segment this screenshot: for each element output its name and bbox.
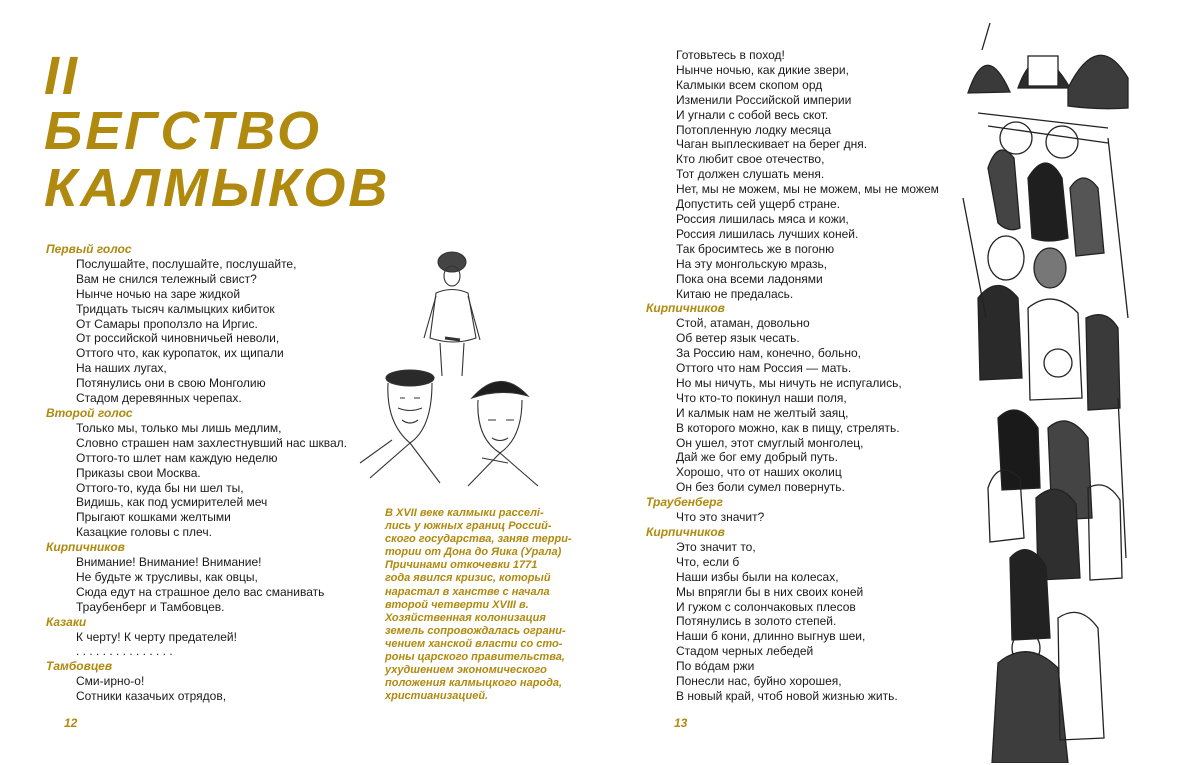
caption-line: лись у южных границ Россий-: [385, 520, 552, 533]
caption-line: года явился кризис, который: [385, 572, 551, 585]
chapter-title-line-1: БЕГСТВО: [44, 101, 322, 161]
verse-line: Дай же бог ему добрый путь.: [676, 450, 838, 465]
caption-line: второй четверти XVIII в.: [385, 598, 529, 611]
verse-line: Словно страшен нам захлестнувший нас шквал.: [76, 435, 347, 450]
verse-line: Оттого что, как куропаток, их щипали: [76, 346, 284, 361]
verse-line: Это значит то,: [676, 539, 756, 554]
verse-line: Не будьте ж трусливы, как овцы,: [76, 569, 258, 584]
verse-line: Стой, атаман, довольно: [676, 316, 810, 331]
caption-line: земель сопровождалась ограни-: [385, 624, 566, 637]
verse-line: Изменили Российской империи: [676, 92, 852, 107]
caption-line: Причинами откочевки 1771: [385, 559, 538, 572]
caption-line: ского государства, заняв терри-: [385, 533, 572, 546]
right-verse: [646, 48, 939, 704]
page-number-left: 12: [64, 716, 78, 730]
speaker-name: Траубенберг: [646, 495, 723, 510]
verse-line: Сми-ирно-о!: [76, 674, 145, 689]
verse-line: Что, если б: [676, 554, 740, 569]
verse-line: Допустить сей ущерб стране.: [676, 197, 841, 212]
verse-line: Тридцать тысяч калмыцких кибиток: [76, 301, 275, 316]
verse-line: Потопленную лодку месяца: [676, 122, 832, 137]
verse-line: Наши б кони, длинно выгнув шеи,: [676, 629, 866, 644]
verse-line: Что это значит?: [676, 510, 765, 525]
verse-line: Мы впрягли бы в них своих коней: [676, 584, 864, 599]
verse-line: От Самары проползло на Иргис.: [76, 316, 258, 331]
caption-line: христианизацией.: [385, 690, 489, 703]
verse-line: И угнали с собой весь скот.: [676, 107, 829, 122]
verse-line: Нынче ночью на заре жидкой: [76, 286, 241, 301]
caption-line: положения калмыцкого народа,: [385, 677, 563, 690]
verse-line: Он без боли сумел повернуть.: [676, 480, 845, 495]
verse-line: Видишь, как под усмирителей меч: [76, 495, 268, 510]
verse-line: Стадом деревянных черепах.: [76, 391, 242, 406]
caption-line: ухудшением экономического: [385, 664, 547, 677]
verse-line: Стадом черных лебедей: [676, 644, 814, 659]
verse-line: Оттого-то шлет нам каждую неделю: [76, 450, 278, 465]
verse-line: Так бросимтесь же в погоню: [676, 241, 835, 256]
verse-line: Россия лишилась лучших коней.: [676, 226, 859, 241]
verse-line: Сюда едут на страшное дело вас сманивать: [76, 584, 325, 599]
verse-line: В которого можно, как в пищу, стрелять.: [676, 420, 900, 435]
verse-line: Оттого-то, куда бы ни шел ты,: [76, 480, 244, 495]
verse-line: Нынче ночью, как дикие звери,: [676, 62, 849, 77]
speaker-name: Тамбовцев: [46, 659, 113, 674]
verse-line: Пока она всеми ладонями: [676, 271, 823, 286]
verse-line: Тот должен слушать меня.: [676, 167, 825, 182]
verse-line: Сотники казачьих отрядов,: [76, 689, 227, 704]
verse-line: Чаган выплескивает на берег дня.: [676, 137, 868, 152]
verse-line: Что кто-то покинул наши поля,: [676, 390, 847, 405]
verse-line: В новый край, чтоб новой жизнью жить.: [676, 688, 898, 703]
page-number-right: 13: [674, 716, 688, 730]
verse-line: К черту! К черту предателей!: [76, 629, 237, 644]
verse-line: За Россию нам, конечно, больно,: [676, 346, 862, 361]
verse-line: Внимание! Внимание! Внимание!: [76, 555, 262, 570]
verse-line: Траубенберг и Тамбовцев.: [76, 599, 225, 614]
verse-line: Калмыки всем скопом орд: [676, 77, 823, 92]
verse-line: Наши избы были на колесах,: [676, 569, 839, 584]
chapter-title-line-2: КАЛМЫКОВ: [44, 158, 391, 218]
speaker-name: Кирпичников: [646, 301, 725, 316]
speaker-name: Кирпичников: [46, 540, 125, 555]
verse-line: По вóдам ржи: [676, 659, 755, 674]
verse-line: Готовьтесь в поход!: [676, 48, 785, 62]
verse-line: Оттого что нам Россия — мать.: [676, 361, 852, 376]
verse-line: Россия лишилась мяса и кожи,: [676, 211, 849, 226]
left-verse: [46, 242, 347, 704]
caption-line: В XVII веке калмыки расселі-: [385, 507, 544, 519]
caption-line: Хозяйственная колонизация: [385, 611, 546, 624]
verse-line: Хорошо, что от наших околиц: [676, 465, 842, 480]
verse-line: Казацкие головы с плеч.: [76, 525, 212, 540]
caption-line: роны царского правительства,: [385, 651, 565, 664]
speaker-name: Казаки: [46, 614, 87, 629]
verse-line: Потянулись в золото степей.: [676, 614, 837, 629]
verse-line: Об ветер язык чесать.: [676, 331, 800, 346]
verse-line: И гужом с солончаковых плесов: [676, 599, 856, 614]
verse-line: Приказы свои Москва.: [76, 465, 201, 480]
portraits-illustration: [350, 248, 560, 488]
verse-line: . . . . . . . . . . . . . . .: [76, 644, 173, 659]
caption-line: тории от Дона до Яика (Урала): [385, 546, 562, 559]
verse-line: Он ушел, этот смуглый монголец,: [676, 435, 864, 450]
verse-line: И калмык нам не желтый заяц,: [676, 405, 849, 420]
verse-line: От российской чиновничьей неволи,: [76, 331, 280, 346]
speaker-name: Кирпичников: [646, 525, 725, 539]
chapter-number: II: [44, 46, 81, 106]
caption-line: нарастал в ханстве с начала: [385, 585, 550, 598]
verse-line: Потянулись они в свою Монголию: [76, 376, 266, 391]
speaker-name: Первый голос: [46, 242, 132, 256]
verse-line: Вам не снился тележный свист?: [76, 271, 257, 286]
verse-line: Прыгают кошками желтыми: [76, 510, 231, 525]
verse-line: Кто любит свое отечество,: [676, 152, 825, 167]
caption-line: чением ханской власти со сто-: [385, 637, 563, 650]
verse-line: Только мы, только мы лишь медлим,: [76, 420, 282, 435]
verse-line: На эту монгольскую мразь,: [676, 256, 828, 271]
verse-line: Послушайте, послушайте, послушайте,: [76, 256, 297, 271]
caravan-illustration: [958, 18, 1130, 763]
right-page: [600, 0, 1200, 765]
verse-line: На наших лугах,: [76, 361, 167, 376]
verse-line: Нет, мы не можем, мы не можем, мы не можем: [676, 182, 939, 197]
speaker-name: Второй голос: [46, 405, 133, 420]
verse-line: Китаю не предалась.: [676, 286, 794, 301]
verse-line: Но мы ничуть, мы ничуть не испугались,: [676, 375, 902, 390]
verse-line: Понесли нас, буйно хорошея,: [676, 674, 842, 689]
history-caption: [385, 507, 572, 703]
